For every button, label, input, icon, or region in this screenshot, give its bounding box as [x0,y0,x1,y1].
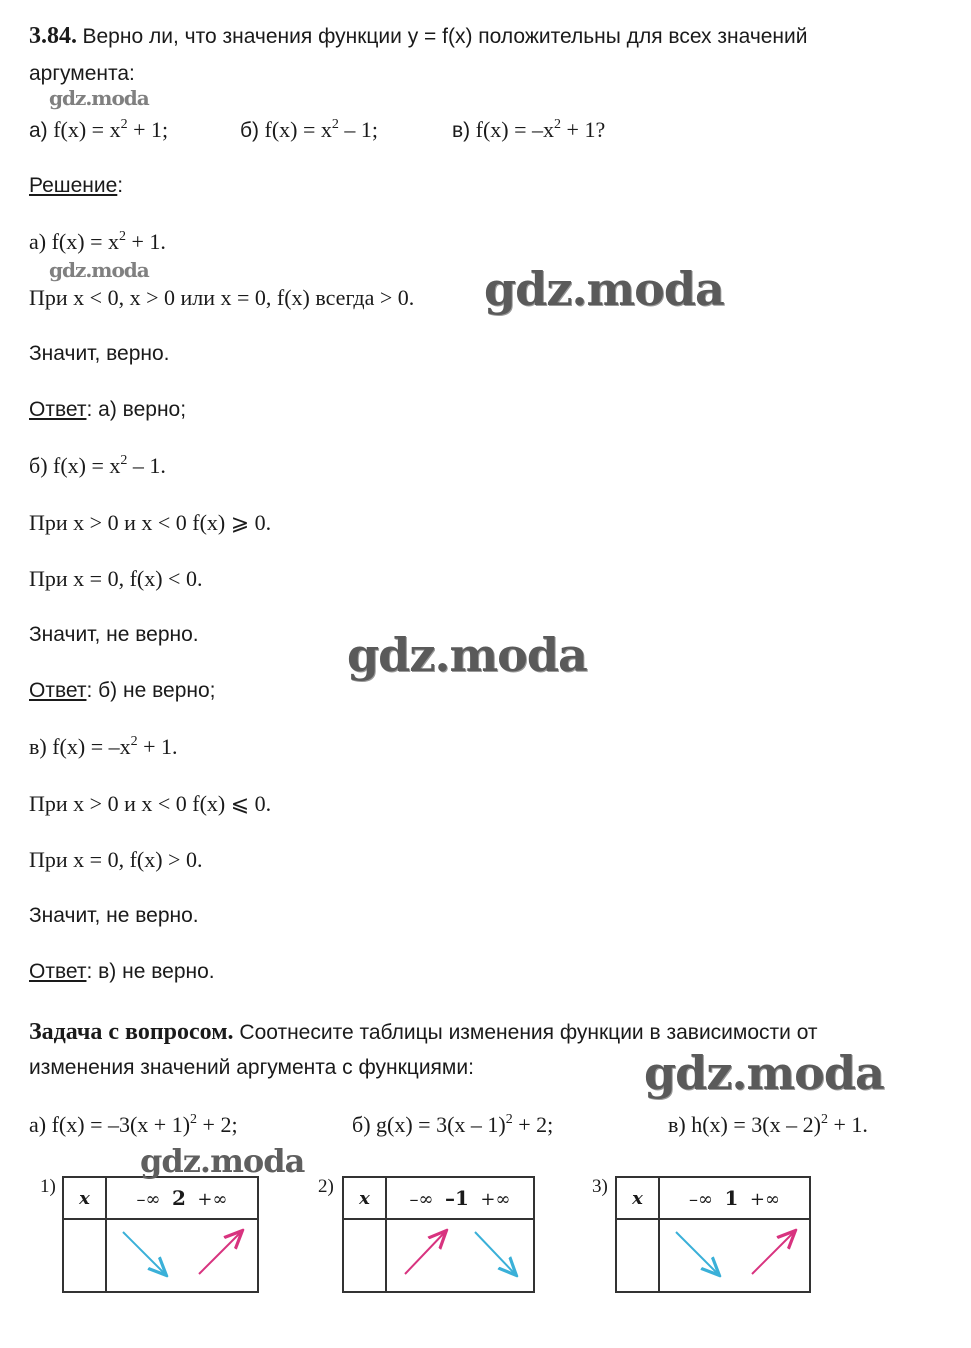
table-2-number: 2) [318,1176,334,1197]
task-function-a: а) $f(x) = -3(x + 1)^2 + 2$; [29,1112,238,1137]
task-line1 [29,1018,818,1047]
table-1-header: –∞ 2 +∞ [106,1177,258,1219]
solution-c-answer: Ответ: в) не верно. [29,960,215,983]
solution-c-function: в) $f(x) = -x^2 + 1$. [29,734,178,759]
solution-c-conclusion: Значит, не верно. [29,904,199,927]
table-3-arrows [659,1219,810,1292]
watermark-small-2: gdz.moda [49,258,149,282]
table-1-number: 1) [40,1176,56,1197]
option-a: а) $f(x) = x^2 + 1$; [29,117,169,142]
solution-a-step1: При x < 0, x > 0 или x = 0, f(x) всегда > 0. [29,285,415,310]
table-1-arrows [106,1219,258,1292]
problem-statement-line1 [29,22,808,51]
table-2-arrows [386,1219,534,1292]
table-1-var: x [79,1187,90,1209]
variation-table-1 [62,1176,259,1293]
watermark-medium: gdz.moda [140,1142,305,1180]
solution-c-step1: При x > 0 и x < 0 f(x) ⩽ 0. [29,791,272,816]
problem-question: Верно ли, что значения функции y = f(x) положительны для всех значений [82,25,808,48]
watermark-large-3: gdz.moda [644,1046,884,1100]
arrow-down-icon [123,1232,165,1274]
arrow-down-icon [676,1232,718,1274]
table-2-var: x [359,1187,370,1209]
option-b: б) $f(x) = x^2 - 1$; [240,117,379,142]
table-3-var: x [632,1187,643,1209]
table-1-arrow-icons [107,1220,257,1286]
table-2-arrow-icons [387,1220,533,1286]
variation-table-2 [342,1176,535,1293]
table-3-arrow-icons [660,1220,809,1286]
solution-b-answer: Ответ: б) не верно; [29,679,216,702]
problem-number: 3.84. [29,23,77,49]
table-3-header: –∞ 1 +∞ [659,1177,810,1219]
task-title: Задача с вопросом. [29,1019,234,1045]
solution-b-conclusion: Значит, не верно. [29,623,199,646]
task-function-c: в) h(x) = 3(x – 2)$^2$ + 1. [668,1112,868,1137]
problem-question-line2: аргумента: [29,62,135,85]
variation-table-3 [615,1176,811,1293]
solution-c-step2: При x = 0, f(x) > 0. [29,847,203,872]
arrow-down-icon [475,1232,515,1274]
table-3-number: 3) [592,1176,608,1197]
task-line2: изменения значений аргумента с функциями: [29,1056,474,1079]
watermark-small-1: gdz.moda [49,86,149,110]
watermark-large-1: gdz.moda [484,262,724,316]
watermark-large-2: gdz.moda [347,628,587,682]
solution-b-step2: При x = 0, f(x) < 0. [29,566,203,591]
solution-b-step1: При x > 0 и x < 0 f(x) ⩾ 0. [29,510,272,535]
table-2-header: –∞ –1 +∞ [386,1177,534,1219]
arrow-up-icon [199,1232,241,1274]
solution-heading: Решение: [29,174,124,197]
solution-a-answer: Ответ: а) верно; [29,398,187,421]
solution-a-conclusion: Значит, верно. [29,342,170,365]
task-text: Соотнесите таблицы изменения функции в зависимости от [233,1021,818,1044]
task-function-b: б) g(x) = 3(x – 1)$^2$ + 2; [352,1112,554,1137]
option-c: в) $f(x) = -x^2 + 1$? [452,117,606,142]
arrow-up-icon [752,1232,794,1274]
solution-a-function: а) $f(x) = x^2 + 1$. [29,229,166,254]
solution-b-function: б) $f(x) = x^2 - 1$. [29,453,166,478]
arrow-up-icon [405,1232,445,1274]
